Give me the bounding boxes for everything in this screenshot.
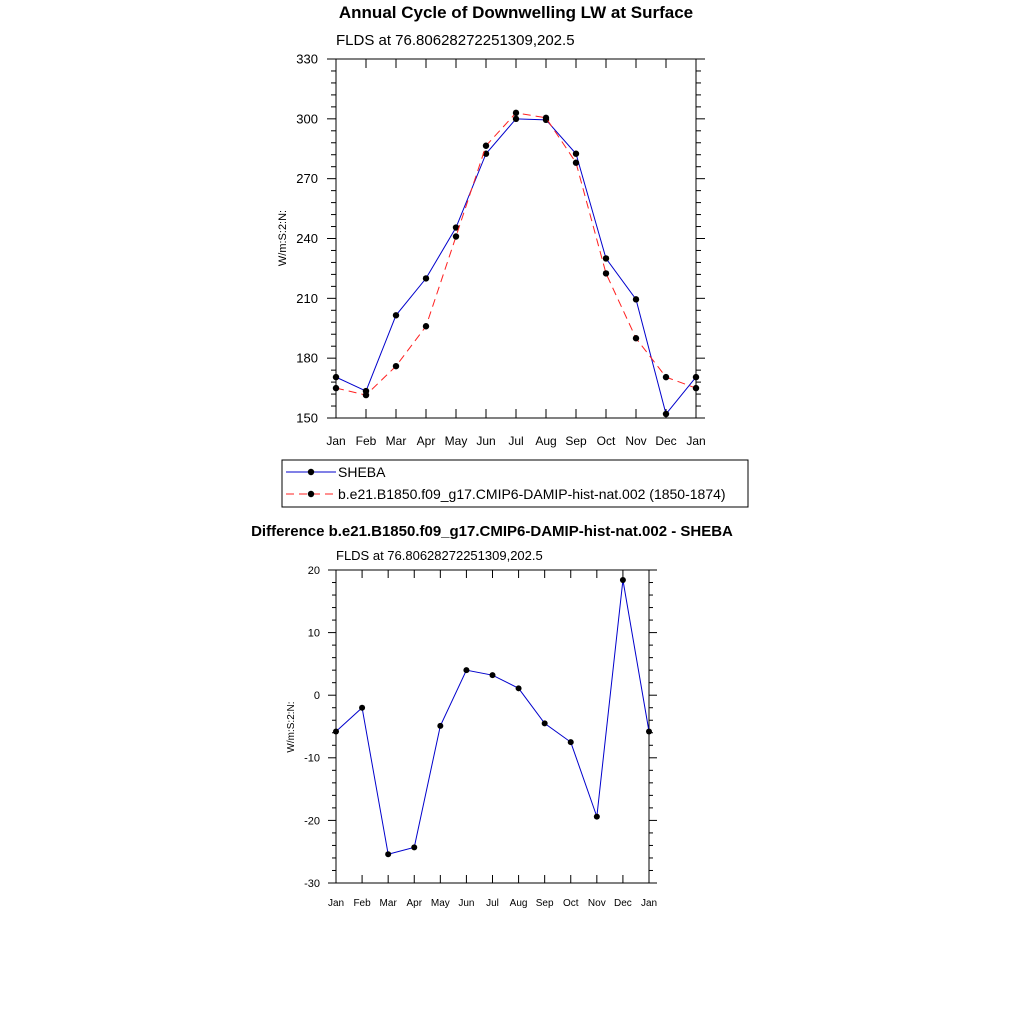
top-series-1-point xyxy=(543,115,549,121)
bottom-x-tick-label: May xyxy=(430,898,450,909)
bottom-x-tick-label: Mar xyxy=(379,898,397,909)
bottom-series-0-point xyxy=(568,739,574,745)
top-y-tick-label: 300 xyxy=(296,111,318,127)
top-y-tick-label: 210 xyxy=(296,290,318,306)
legend-model-marker xyxy=(308,491,314,497)
top-series-1-point xyxy=(513,110,519,116)
top-series-1-point xyxy=(693,385,699,391)
top-series-0-point xyxy=(633,296,639,302)
top-series-1-point xyxy=(423,323,429,329)
top-series-1-point xyxy=(573,160,579,166)
top-x-tick-label: Nov xyxy=(625,434,647,448)
top-series-1-point xyxy=(633,335,639,341)
top-chart-y-axis-label: W/m:S:2:N: xyxy=(277,209,289,267)
top-series-1-point xyxy=(483,143,489,149)
top-y-tick-label: 150 xyxy=(296,410,318,426)
top-x-tick-label: Jun xyxy=(476,434,496,448)
top-series-0-point xyxy=(603,255,609,261)
top-x-tick-label: Oct xyxy=(596,434,616,448)
bottom-series-0-point xyxy=(385,851,391,857)
top-series-0-point xyxy=(333,374,339,380)
bottom-chart-title: Difference b.e21.B1850.f09_g17.CMIP6-DAMIP-hist-nat.002 - SHEBA xyxy=(251,523,733,540)
bottom-series-0-point xyxy=(333,729,339,735)
top-x-tick-label: Feb xyxy=(355,434,377,448)
top-series-1-point xyxy=(393,363,399,369)
bottom-series-0-point xyxy=(437,723,443,729)
top-y-tick-label: 240 xyxy=(296,231,318,247)
top-series-1-line xyxy=(336,113,696,395)
bottom-chart-plot xyxy=(304,565,657,909)
bottom-series-0-point xyxy=(411,844,417,850)
top-chart-legend xyxy=(282,460,748,507)
bottom-x-tick-label: Aug xyxy=(509,898,528,909)
bottom-x-tick-label: Jul xyxy=(486,898,499,909)
top-chart-subtitle: FLDS at 76.80628272251309,202.5 xyxy=(336,32,575,49)
top-x-tick-label: Aug xyxy=(535,434,557,448)
bottom-x-tick-label: Apr xyxy=(406,898,423,909)
top-series-1-point xyxy=(453,233,459,239)
bottom-series-0-point xyxy=(463,667,469,673)
bottom-series-0-point xyxy=(516,685,522,691)
top-series-0-line xyxy=(336,119,696,414)
bottom-x-tick-label: Jan xyxy=(640,898,658,909)
bottom-series-0-point xyxy=(620,577,626,583)
top-y-tick-label: 330 xyxy=(296,51,318,67)
bottom-y-tick-label: 20 xyxy=(307,564,320,577)
top-x-tick-label: Jan xyxy=(326,434,346,448)
top-series-0-point xyxy=(573,151,579,157)
bottom-series-0-point xyxy=(646,729,652,735)
top-x-tick-label: Dec xyxy=(655,434,677,448)
top-series-0-point xyxy=(423,275,429,281)
top-x-tick-label: May xyxy=(444,434,468,448)
bottom-x-tick-label: Oct xyxy=(562,898,579,909)
bottom-chart-subtitle: FLDS at 76.80628272251309,202.5 xyxy=(336,548,543,563)
top-x-tick-label: Mar xyxy=(385,434,407,448)
bottom-y-tick-label: -20 xyxy=(304,815,320,828)
bottom-y-tick-label: -10 xyxy=(304,752,320,765)
bottom-x-tick-label: Sep xyxy=(535,898,554,909)
bottom-plot-frame xyxy=(336,570,649,883)
bottom-x-tick-label: Feb xyxy=(353,898,371,909)
top-series-0-point xyxy=(693,374,699,380)
bottom-y-tick-label: 0 xyxy=(313,690,320,703)
top-series-0-point xyxy=(513,116,519,122)
bottom-series-0-line xyxy=(336,580,649,854)
top-x-tick-label: Jul xyxy=(508,434,524,448)
top-series-1-point xyxy=(363,392,369,398)
bottom-x-tick-label: Dec xyxy=(614,898,632,909)
legend-sheba-marker xyxy=(308,469,314,475)
bottom-x-tick-label: Jan xyxy=(327,898,345,909)
top-x-tick-label: Jan xyxy=(686,434,706,448)
legend-sheba-label: SHEBA xyxy=(338,464,386,480)
top-x-tick-label: Sep xyxy=(565,434,587,448)
top-series-1-point xyxy=(663,374,669,380)
top-chart-title: Annual Cycle of Downwelling LW at Surface xyxy=(338,3,694,22)
top-x-tick-label: Apr xyxy=(416,434,436,448)
bottom-series-0-point xyxy=(359,705,365,711)
bottom-x-tick-label: Nov xyxy=(587,898,606,909)
top-y-tick-label: 270 xyxy=(296,171,318,187)
top-series-0-point xyxy=(663,411,669,417)
bottom-chart-y-axis-label: W/m:S:2:N: xyxy=(286,701,297,753)
bottom-series-0-point xyxy=(594,814,600,820)
bottom-y-tick-label: 10 xyxy=(307,627,320,640)
bottom-y-tick-label: -30 xyxy=(304,877,320,890)
top-series-1-point xyxy=(333,385,339,391)
bottom-x-tick-label: Jun xyxy=(458,898,475,909)
top-series-1-point xyxy=(603,270,609,276)
top-chart-plot xyxy=(296,52,705,448)
bottom-series-0-point xyxy=(542,720,548,726)
top-y-tick-label: 180 xyxy=(296,350,318,366)
top-series-0-point xyxy=(393,312,399,318)
bottom-series-0-point xyxy=(490,672,496,678)
legend-model-label: b.e21.B1850.f09_g17.CMIP6-DAMIP-hist-nat.002 (1850-1874) xyxy=(338,486,726,502)
